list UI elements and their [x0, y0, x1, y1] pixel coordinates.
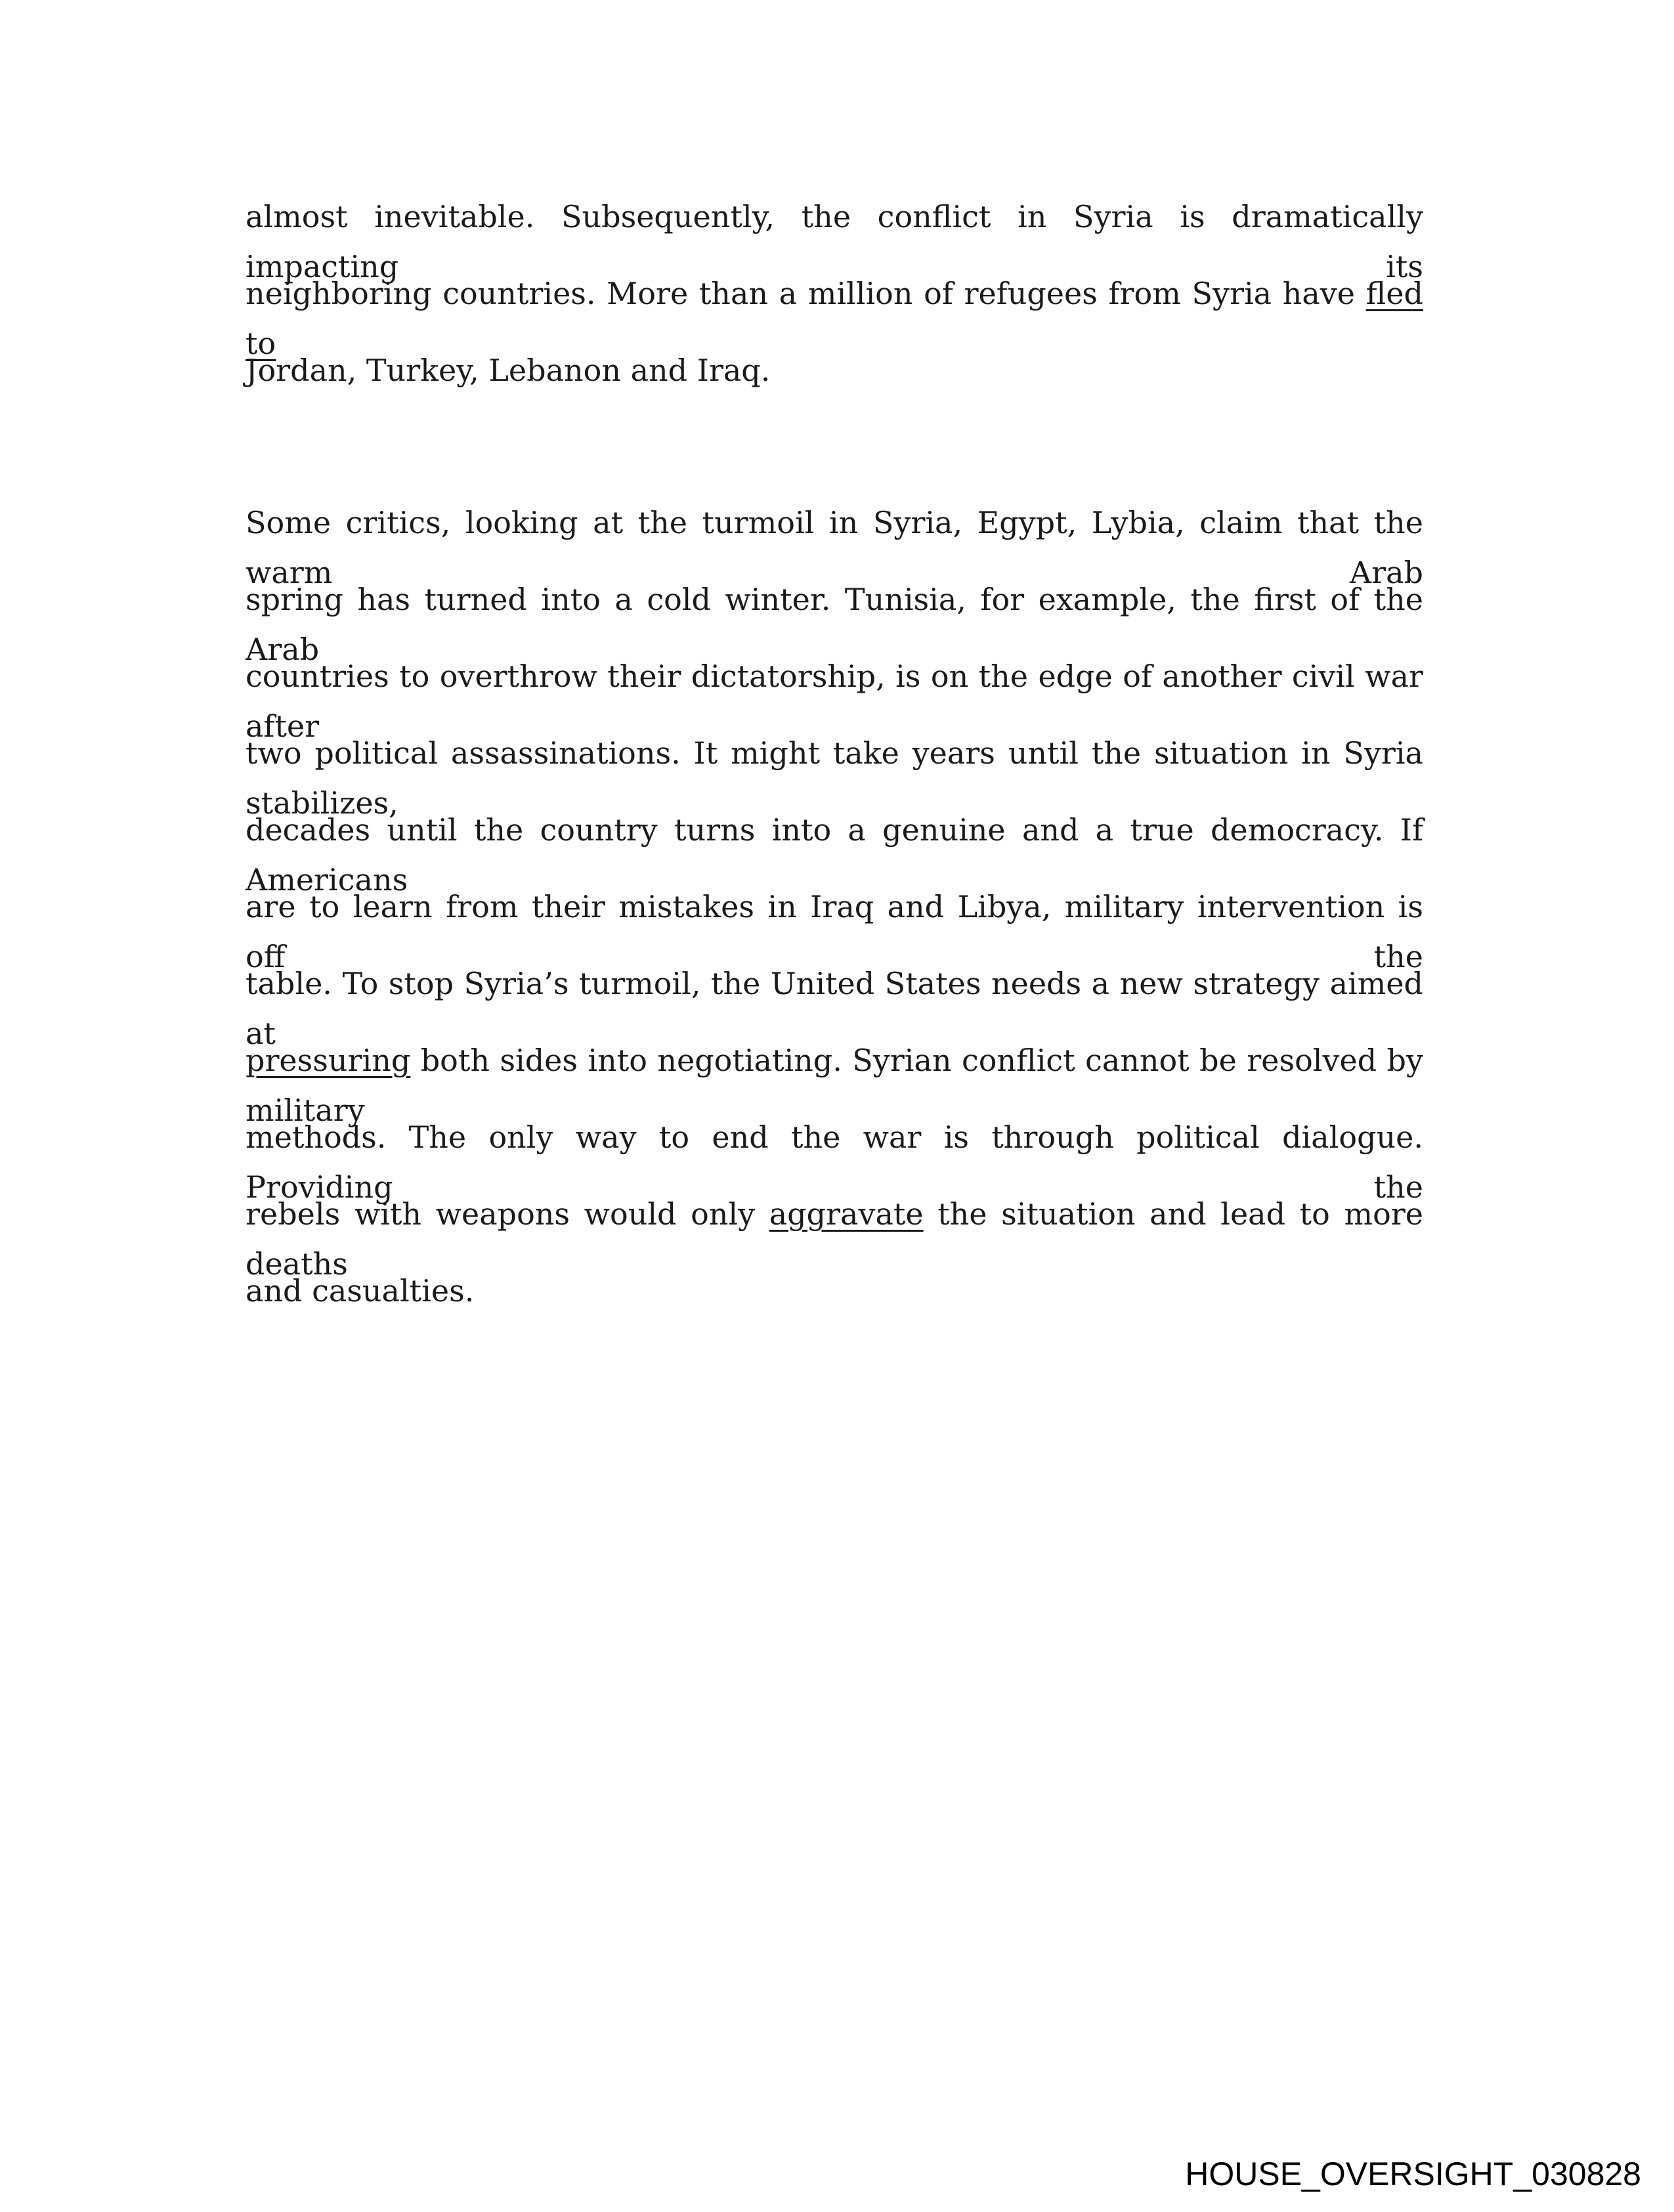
text-line: are to learn from their mistakes in Iraq and Libya, military intervention is off the: [246, 889, 1423, 974]
underlined-phrase: aggravate: [769, 1196, 924, 1232]
text-line: and casualties.: [246, 1273, 475, 1309]
text-segment: both sides into negotiating. Syrian conflict cannot be resolved by military: [246, 1043, 1423, 1128]
text-segment: neighboring countries. More than a million of refugees from Syria have: [246, 276, 1366, 311]
underlined-phrase: fled to: [246, 276, 1423, 361]
text-line: almost inevitable. Subsequently, the conflict in Syria is dramatically impacting its: [246, 199, 1423, 284]
text-segment: rebels with weapons would only: [246, 1196, 769, 1232]
text-line: Jordan, Turkey, Lebanon and Iraq.: [246, 353, 771, 388]
text-segment: the situation and lead to more deaths: [246, 1196, 1423, 1282]
text-line: spring has turned into a cold winter. Tunisia, for example, the first of the Arab: [246, 582, 1423, 667]
text-line: [246, 269, 1423, 361]
text-line: countries to overthrow their dictatorship, is on the edge of another civil war after: [246, 659, 1423, 744]
bates-number: HOUSE_OVERSIGHT_030828: [1185, 2156, 1641, 2192]
text-line: decades until the country turns into a genuine and a true democracy. If Americans: [246, 812, 1423, 898]
paragraph-2: [246, 498, 1423, 1343]
paragraph-1: [246, 192, 1423, 422]
text-line: table. To stop Syria’s turmoil, the United States needs a new strategy aimed at: [246, 966, 1423, 1051]
text-line: two political assassinations. It might take years until the situation in Syria stabilizes,: [246, 735, 1423, 821]
text-line: [246, 1189, 1423, 1282]
underlined-phrase: pressuring: [246, 1043, 411, 1078]
text-line: Some critics, looking at the turmoil in Syria, Egypt, Lybia, claim that the warm Arab: [246, 505, 1423, 590]
text-line: methods. The only way to end the war is through political dialogue. Providing the: [246, 1119, 1423, 1205]
text-line: [246, 1035, 1423, 1128]
